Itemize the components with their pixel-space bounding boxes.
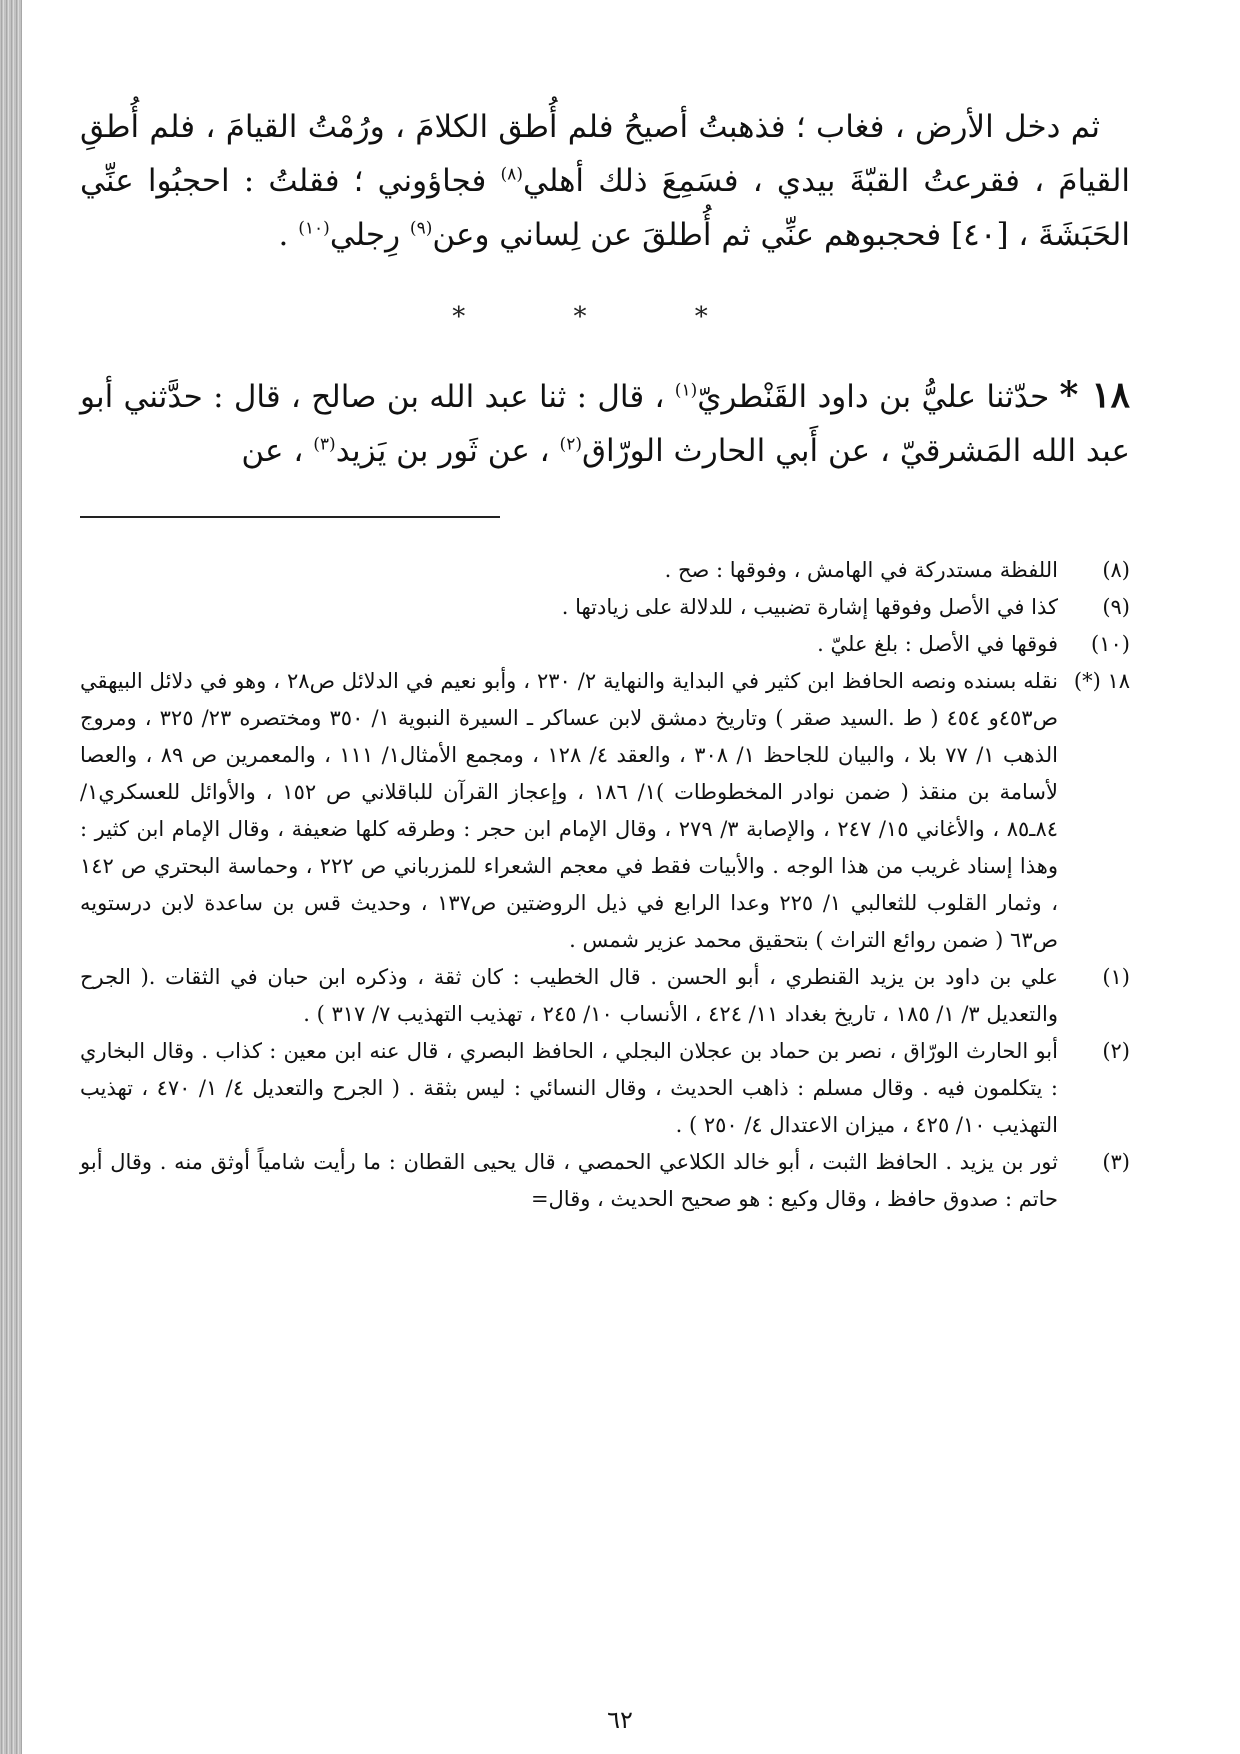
hadith-number: ١٨ * [1059, 374, 1131, 416]
footnote-item [80, 552, 1130, 589]
book-binding-edge [0, 0, 22, 1754]
footnote-label: (٣) [1102, 1150, 1130, 1174]
page-number: ٦٢ [607, 1706, 633, 1734]
footnote-text: فوقها في الأصل : بلغ عليّ . [817, 632, 1058, 656]
hadith-text-segment: حدّثنا عليُّ بن داود القَنْطريّ [697, 379, 1060, 415]
footnote-ref-10: (١٠) [298, 218, 330, 239]
main-paragraph [80, 100, 1130, 262]
footnote-item [80, 959, 1130, 1033]
footnote-item [80, 589, 1130, 626]
footnote-text: علي بن داود بن يزيد القنطري ، أبو الحسن . قال الخطيب : كان ثقة ، وذكره ابن حبان في الثقات .( الجرح والتعديل ٣/ ١/ ١٨٥ ، تاريخ بغداد ١١/ ٤٢٤ ، الأنساب ١٠/ ٢٤٥ ، تهذيب التهذيب ٧/ ٣١٧ ) . [80, 965, 1058, 1026]
footnote-item [80, 1033, 1130, 1144]
hadith-paragraph [80, 368, 1130, 478]
main-text-segment: فجاؤوني ؛ فقلتُ : احجبُوا عنِّي الحَبَشَةَ ، [٤٠] فحجبوهم عنِّي ثم أُطلقَ عن لِساني وعن [80, 163, 1130, 253]
hadith-text-segment: ، قال : ثنا عبد الله بن صالح ، قال : حدَّثني أبو عبد الله المَشرقيّ ، عن أَبي الحارث الورّاق [80, 379, 1130, 469]
footnote-label: ١٨ (*) [1073, 669, 1130, 693]
footnote-text: اللفظة مستدركة في الهامش ، وفوقها : صح . [664, 558, 1058, 582]
footnote-item [80, 1144, 1130, 1218]
footnotes-section [80, 552, 1130, 1218]
footnote-ref-2: (٢) [559, 434, 582, 455]
footnote-divider [80, 516, 500, 518]
hadith-text-segment: ، عن [241, 433, 314, 469]
footnote-label: (٢) [1102, 1039, 1130, 1063]
footnote-ref-9: (٩) [409, 218, 433, 239]
footnote-label: (١٠) [1091, 632, 1130, 656]
footnote-item [80, 626, 1130, 663]
footnote-text: نقله بسنده ونصه الحافظ ابن كثير في البداية والنهاية ٢/ ٢٣٠ ، وأبو نعيم في الدلائل ص٢٨ ، وهو في دلائل البيهقي ص٤٥٣و ٤٥٤ ( ط .السيد صقر ) وتاريخ دمشق لابن عساكر ـ السيرة النبوية ١/ ٣٥٠ ومختصره ٢٣/ ٣٢٥ ، ومروج الذهب ١/ ٧٧ بلا ، والبيان للجاحظ ١/ ٣٠٨ ، والعقد ٤/ ١٢٨ ، ومجمع الأمثال١/ ١١١ ، والمعمرين ص ٨٩ ، والعصا لأسامة بن منقذ ( ضمن نوادر المخطوطات )١/ ١٨٦ ، وإعجاز القرآن للباقلاني ص ١٥٢ ، والأوائل للعسكري١/ ٨٤ـ٨٥ ، والأغاني ١٥/ ٢٤٧ ، والإصابة ٣/ ٢٧٩ ، وقال الإمام ابن حجر : وطرقه كلها ضعيفة ، وقال الإمام ابن كثير : وهذا إسناد غريب من هذا الوجه . والأبيات فقط في معجم الشعراء للمزرباني ص ٢٢٢ ، وحماسة البحتري ص ١٤٢ ، وثمار القلوب للثعالبي ١/ ٢٢٥ وعدا الرابع في ذيل الروضتين ص١٣٧ ، وحديث قس بن ساعدة لابن درستويه ص٦٣ ( ضمن روائع التراث ) بتحقيق محمد عزير شمس . [80, 669, 1058, 952]
main-text-segment: رِجلي [329, 217, 410, 253]
footnote-text: أبو الحارث الورّاق ، نصر بن حماد بن عجلان البجلي ، الحافظ البصري ، قال عنه ابن معين : كذاب . وقال البخاري : يتكلمون فيه . وقال مسلم : ذاهب الحديث ، وقال النسائي : ليس بثقة . ( الجرح والتعديل ٤/ ١/ ٤٧٠ ، تهذيب التهذيب ١٠/ ٤٢٥ ، ميزان الاعتدال ٤/ ٢٥٠ ) . [80, 1039, 1058, 1137]
document-page [80, 100, 1130, 1720]
footnote-item [80, 663, 1130, 959]
footnote-ref-8: (٨) [500, 164, 523, 185]
footnote-label: (٩) [1102, 595, 1130, 619]
main-text-segment: . [278, 217, 299, 253]
footnote-text: ثور بن يزيد . الحافظ الثبت ، أبو خالد الكلاعي الحمصي ، قال يحيى القطان : ما رأيت شامياً أوثق منه . وقال أبو حاتم : صدوق حافظ ، وقال وكيع : هو صحيح الحديث ، وقال= [80, 1150, 1058, 1211]
footnote-label: (١) [1102, 965, 1130, 989]
footnote-ref-3: (٣) [313, 434, 336, 455]
main-text-segment: ثم دخل الأرض ، فغاب ؛ فذهبتُ أصيحُ فلم أُطق الكلامَ ، ورُمْتُ القيامَ ، فلم أُطقِ القيامَ ، فقرعتُ القبّةَ بيدي ، فسَمِعَ ذلك أهلي [80, 109, 1130, 199]
footnote-ref-1: (١) [674, 380, 698, 401]
footnote-label: (٨) [1102, 558, 1130, 582]
section-separator-stars: * * * [452, 302, 758, 332]
hadith-text-segment: ، عن ثَور بن يَزيد [335, 433, 560, 469]
footnote-text: كذا في الأصل وفوقها إشارة تضبيب ، للدلالة على زيادتها . [561, 595, 1058, 619]
